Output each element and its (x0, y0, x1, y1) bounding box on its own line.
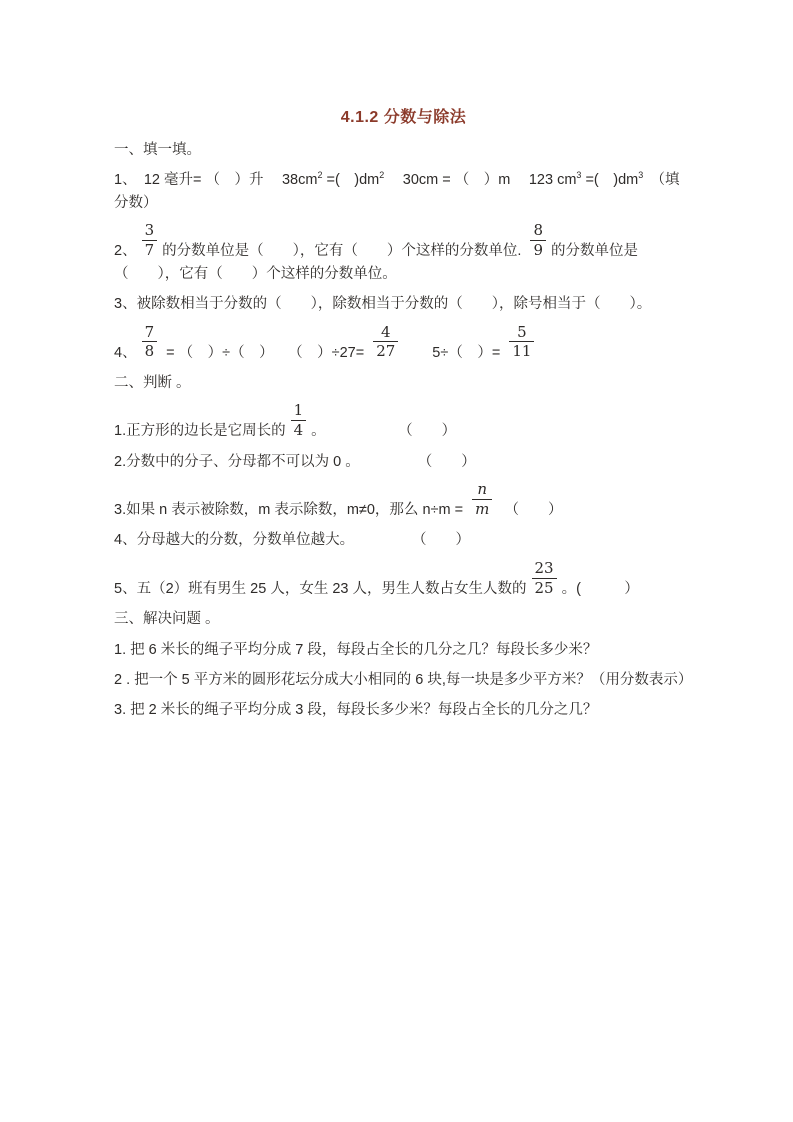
judge-q2 (114, 451, 693, 473)
text-run: =( )dm (322, 172, 380, 189)
text-run: 二、判断 。 (114, 374, 191, 391)
superscript: 2 (317, 170, 323, 181)
worksheet-body (114, 139, 693, 722)
text-run: 3.如果 n 表示被除数，m 表示除数，m≠0，那么 n÷m = (114, 501, 468, 518)
fraction (472, 481, 492, 518)
fraction-denominator: 11 (512, 342, 532, 361)
text-run: 。( ） (561, 580, 639, 597)
fraction-denominator: 9 (533, 241, 543, 260)
fraction-denominator: 8 (144, 342, 155, 361)
text-run: 的分数单位是（ ），它有（ ）个这样的分数单位. (162, 243, 526, 260)
text-run: 4、分母越大的分数，分数单位越大。 （ ） (114, 532, 471, 549)
fraction-numerator: 4 (373, 324, 398, 343)
text-run: 2、 (114, 243, 137, 260)
fraction-denominator: 25 (534, 578, 554, 597)
fraction-denominator: m (475, 499, 490, 518)
text-run: （ ） (497, 501, 563, 518)
text-run: 5、五（2）班有男生 25 人，女生 23 人，男生人数占女生人数的 (114, 580, 527, 597)
text-run: 4、 (114, 344, 137, 361)
text-run: 一、填一填。 (114, 142, 201, 158)
fill-q4 (114, 324, 693, 364)
text-run: 。 （ ） (311, 423, 457, 440)
text-run: 2.分数中的分子、分母都不可以为 0 。 （ ） (114, 453, 476, 470)
fraction (373, 324, 398, 361)
fraction (142, 222, 158, 259)
fill-q2 (114, 222, 693, 285)
solve-q1 (114, 639, 693, 661)
fraction-numerator: 23 (532, 560, 557, 579)
text-run: 1.正方形的边长是它周长的 (114, 423, 286, 440)
text-run: 3、被除数相当于分数的（ ），除数相当于分数的（ ），除号相当于（ ）。 (114, 296, 652, 313)
superscript: 3 (576, 170, 582, 181)
superscript: 3 (638, 170, 644, 181)
text-run: 1. 把 6 米长的绳子平均分成 7 段，每段占全长的几分之几？每段长多少米？ (114, 641, 598, 658)
section-solve-header (114, 608, 693, 630)
judge-q3 (114, 481, 693, 521)
section-fill-in-header (114, 139, 693, 161)
fraction-numerator: n (472, 481, 492, 500)
judge-q5 (114, 560, 693, 600)
text-run: =( )dm (581, 172, 639, 189)
worksheet-title: 4.1.2 分数与除法 (340, 109, 467, 126)
text-run: = （ ）÷（ ） （ ）÷27= (162, 344, 369, 361)
judge-q4 (114, 529, 693, 551)
text-run: 1、 12 毫升= （ ）升 38cm (114, 172, 318, 189)
solve-q2 (114, 669, 693, 691)
fraction (142, 324, 158, 361)
fraction (532, 560, 557, 597)
fill-q1 (114, 169, 693, 214)
text-run: 的分数单位是（ ），它有（ ）个这样的分数单位。 (114, 243, 638, 282)
fraction-denominator: 4 (293, 421, 304, 440)
fraction-numerator: 8 (530, 222, 546, 241)
section-judge-header (114, 372, 693, 394)
text-run: 三、解决问题 。 (114, 611, 220, 628)
fraction-denominator: 7 (144, 241, 155, 260)
fraction (509, 324, 534, 361)
fraction (530, 222, 546, 259)
solve-q3 (114, 699, 693, 721)
text-run: 3. 把 2 米长的绳子平均分成 3 段，每段长多少米？每段占全长的几分之几？ (114, 702, 598, 719)
fraction (291, 402, 307, 439)
text-run: 5÷（ ）= (403, 344, 505, 361)
superscript: 2 (379, 170, 385, 181)
text-run: 2 . 把一个 5 平方米的圆形花坛分成大小相同的 6 块,每一块是多少平方米？（用分数表示） (114, 672, 693, 689)
fraction-denominator: 27 (376, 342, 396, 361)
fraction-numerator: 3 (142, 222, 158, 241)
fill-q3 (114, 293, 693, 315)
text-run: 30cm = （ ）m 123 cm (384, 172, 577, 189)
fraction-numerator: 7 (142, 324, 158, 343)
judge-q1 (114, 402, 693, 442)
text-run: （填分数） (114, 172, 680, 211)
fraction-numerator: 1 (291, 402, 307, 421)
fraction-numerator: 5 (509, 324, 534, 343)
